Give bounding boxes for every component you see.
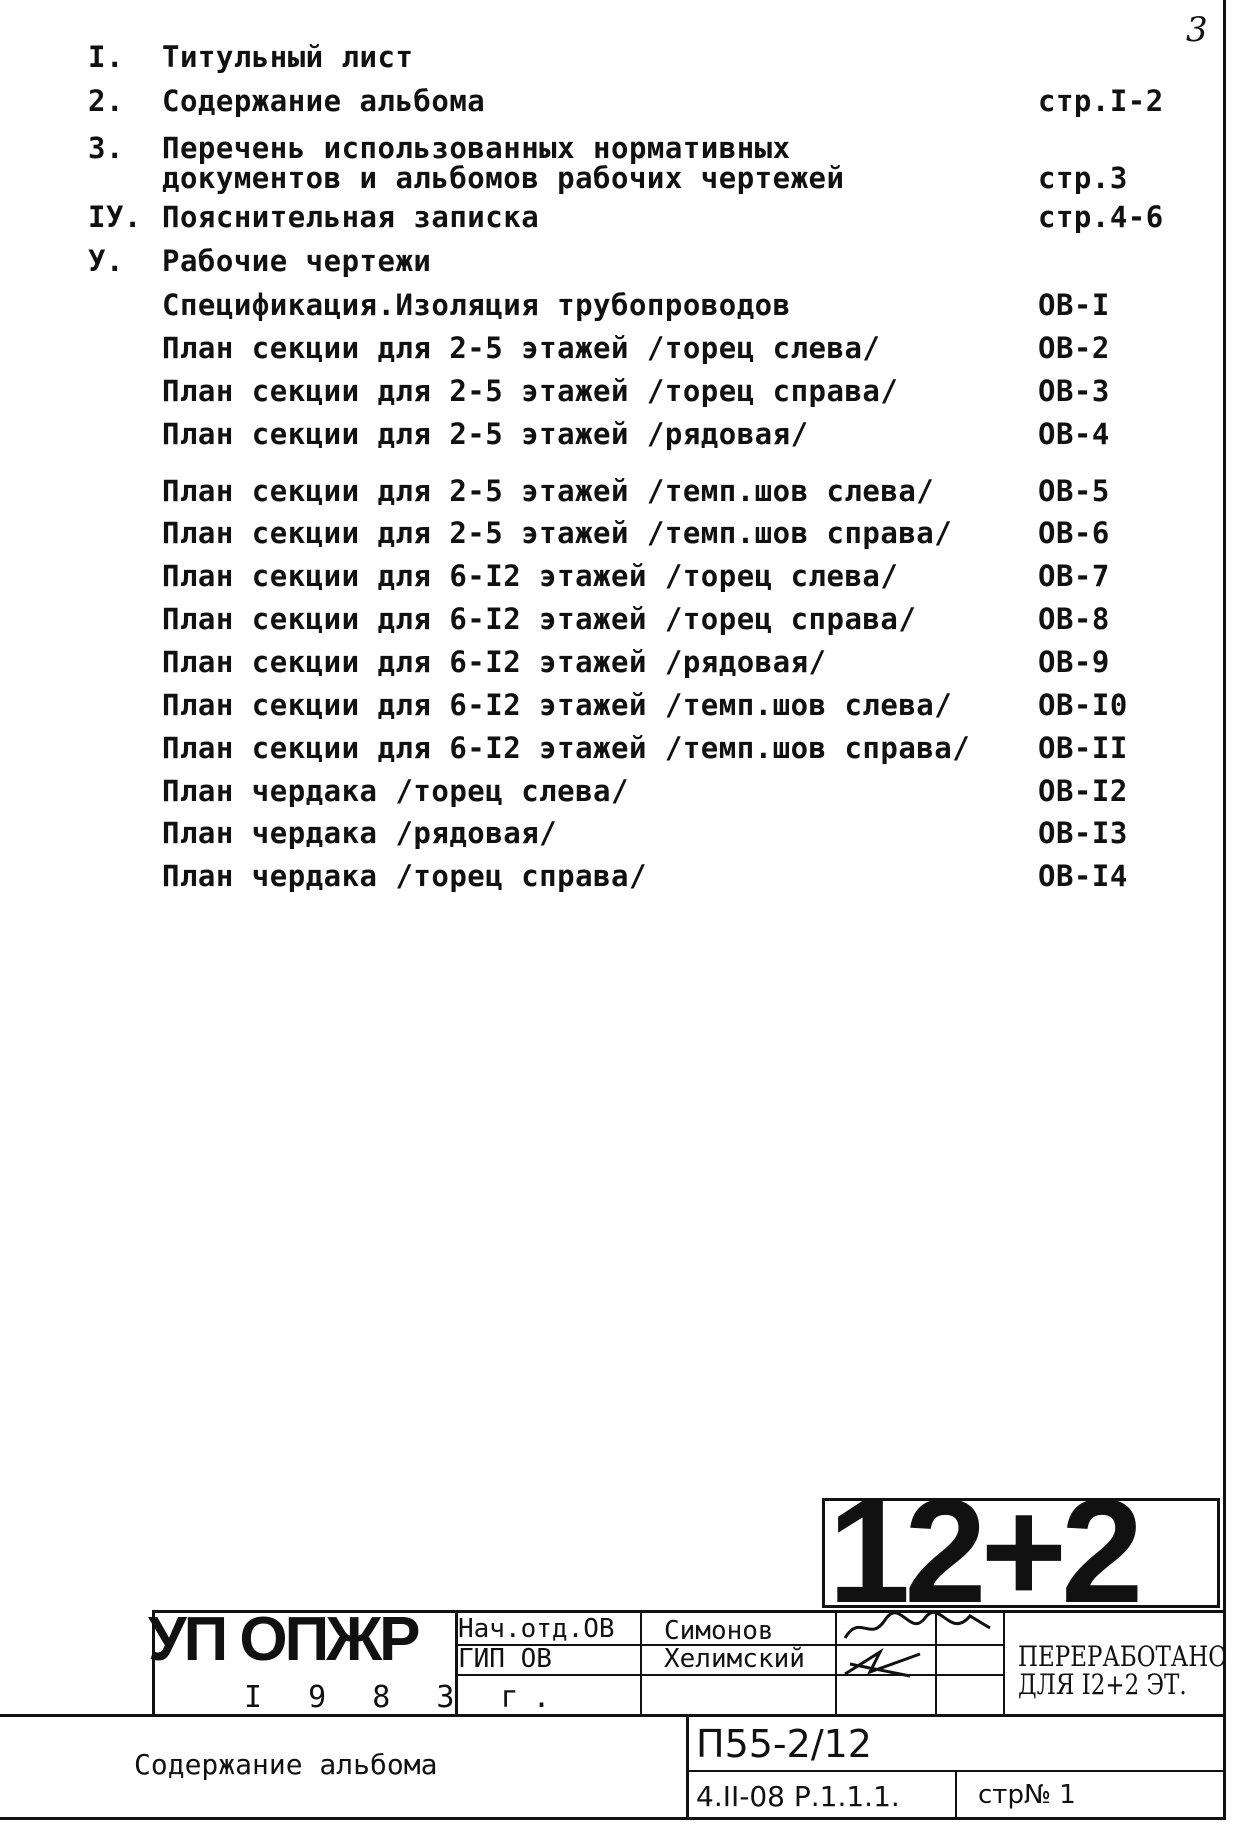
toc-title: План чердака /рядовая/ bbox=[162, 816, 558, 850]
sheet-number: стр№ 1 bbox=[978, 1780, 1076, 1810]
toc-title: Рабочие чертежи bbox=[162, 244, 432, 278]
title-block-divider bbox=[835, 1610, 837, 1716]
toc-reference: ОВ-II bbox=[1038, 731, 1128, 765]
toc-title: План секции для 2-5 этажей /торец справа/ bbox=[162, 374, 899, 408]
toc-number: У. bbox=[88, 244, 124, 278]
toc-title: Содержание альбома bbox=[162, 84, 486, 118]
toc-title: План секции для 6-I2 этажей /торец справа/ bbox=[162, 602, 917, 636]
year: I 9 8 3 г. bbox=[244, 1680, 565, 1715]
toc-number: 2. bbox=[88, 84, 124, 118]
role-chief-engineer: ГИП ОВ bbox=[458, 1644, 552, 1674]
title-block-divider bbox=[640, 1610, 642, 1716]
title-block-divider bbox=[1003, 1610, 1005, 1716]
stamp-12-2: 12+2 bbox=[828, 1469, 1138, 1634]
toc-reference: стр.I-2 bbox=[1038, 84, 1164, 118]
toc-title: Спецификация.Изоляция трубопроводов bbox=[162, 288, 791, 322]
toc-title: План секции для 2-5 этажей /рядовая/ bbox=[162, 417, 809, 451]
toc-reference: ОВ-8 bbox=[1038, 602, 1110, 636]
project-code: П55-2/12 bbox=[696, 1722, 872, 1766]
code-box-divider bbox=[955, 1770, 957, 1820]
code-box bbox=[686, 1714, 689, 1820]
toc-reference: ОВ-9 bbox=[1038, 645, 1110, 679]
toc-title: План чердака /торец справа/ bbox=[162, 859, 647, 893]
revision-note-line2: ДЛЯ I2+2 ЭТ. bbox=[1018, 1668, 1187, 1701]
title-block-bottom-line bbox=[0, 1714, 1226, 1717]
toc-number: 3. bbox=[88, 131, 124, 165]
sheet-code: 4.II-08 Р.1.1.1. bbox=[696, 1780, 900, 1813]
toc-title: План секции для 6-I2 этажей /темп.шов справа/ bbox=[162, 731, 971, 765]
signature-2 bbox=[840, 1646, 940, 1682]
toc-reference: ОВ-I4 bbox=[1038, 859, 1128, 893]
toc-reference: стр.4-6 bbox=[1038, 200, 1164, 234]
toc-title: План секции для 6-I2 этажей /темп.шов слева/ bbox=[162, 688, 953, 722]
page-number: 3 bbox=[1186, 10, 1208, 50]
toc-title: План секции для 6-I2 этажей /рядовая/ bbox=[162, 645, 827, 679]
toc-reference: стр.3 bbox=[1038, 161, 1128, 195]
toc-reference: ОВ-I3 bbox=[1038, 816, 1128, 850]
toc-number: IУ. bbox=[88, 200, 142, 234]
document-title: Содержание альбома bbox=[134, 1748, 438, 1781]
toc-title: Пояснительная записка bbox=[162, 200, 540, 234]
toc-title: Титульный лист bbox=[162, 40, 414, 74]
toc-number: I. bbox=[88, 40, 124, 74]
toc-title: План секции для 2-5 этажей /торец слева/ bbox=[162, 331, 881, 365]
signature-1 bbox=[840, 1608, 1000, 1648]
name-khelimsky: Хелимский bbox=[664, 1644, 805, 1674]
toc-reference: ОВ-I bbox=[1038, 288, 1110, 322]
toc-reference: ОВ-5 bbox=[1038, 474, 1110, 508]
toc-reference: ОВ-7 bbox=[1038, 559, 1110, 593]
toc-title: План секции для 6-I2 этажей /торец слева/ bbox=[162, 559, 899, 593]
toc-reference: ОВ-6 bbox=[1038, 516, 1110, 550]
name-simonov: Симонов bbox=[664, 1616, 774, 1646]
toc-reference: ОВ-3 bbox=[1038, 374, 1110, 408]
revision-note-line1: ПЕРЕРАБОТАНО bbox=[1018, 1640, 1228, 1673]
toc-reference: ОВ-2 bbox=[1038, 331, 1110, 365]
toc-reference: ОВ-I0 bbox=[1038, 688, 1128, 722]
organization-name: УП ОПЖР bbox=[148, 1605, 418, 1674]
toc-reference: ОВ-4 bbox=[1038, 417, 1110, 451]
toc-reference: ОВ-I2 bbox=[1038, 774, 1128, 808]
toc-title: План секции для 2-5 этажей /темп.шов слева/ bbox=[162, 474, 935, 508]
toc-title: Перечень использованных нормативных документов и альбомов рабочих чертежей bbox=[162, 131, 845, 195]
toc-title: План секции для 2-5 этажей /темп.шов справа/ bbox=[162, 516, 953, 550]
toc-title: План чердака /торец слева/ bbox=[162, 774, 629, 808]
role-head-of-department: Нач.отд.ОВ bbox=[458, 1614, 615, 1644]
